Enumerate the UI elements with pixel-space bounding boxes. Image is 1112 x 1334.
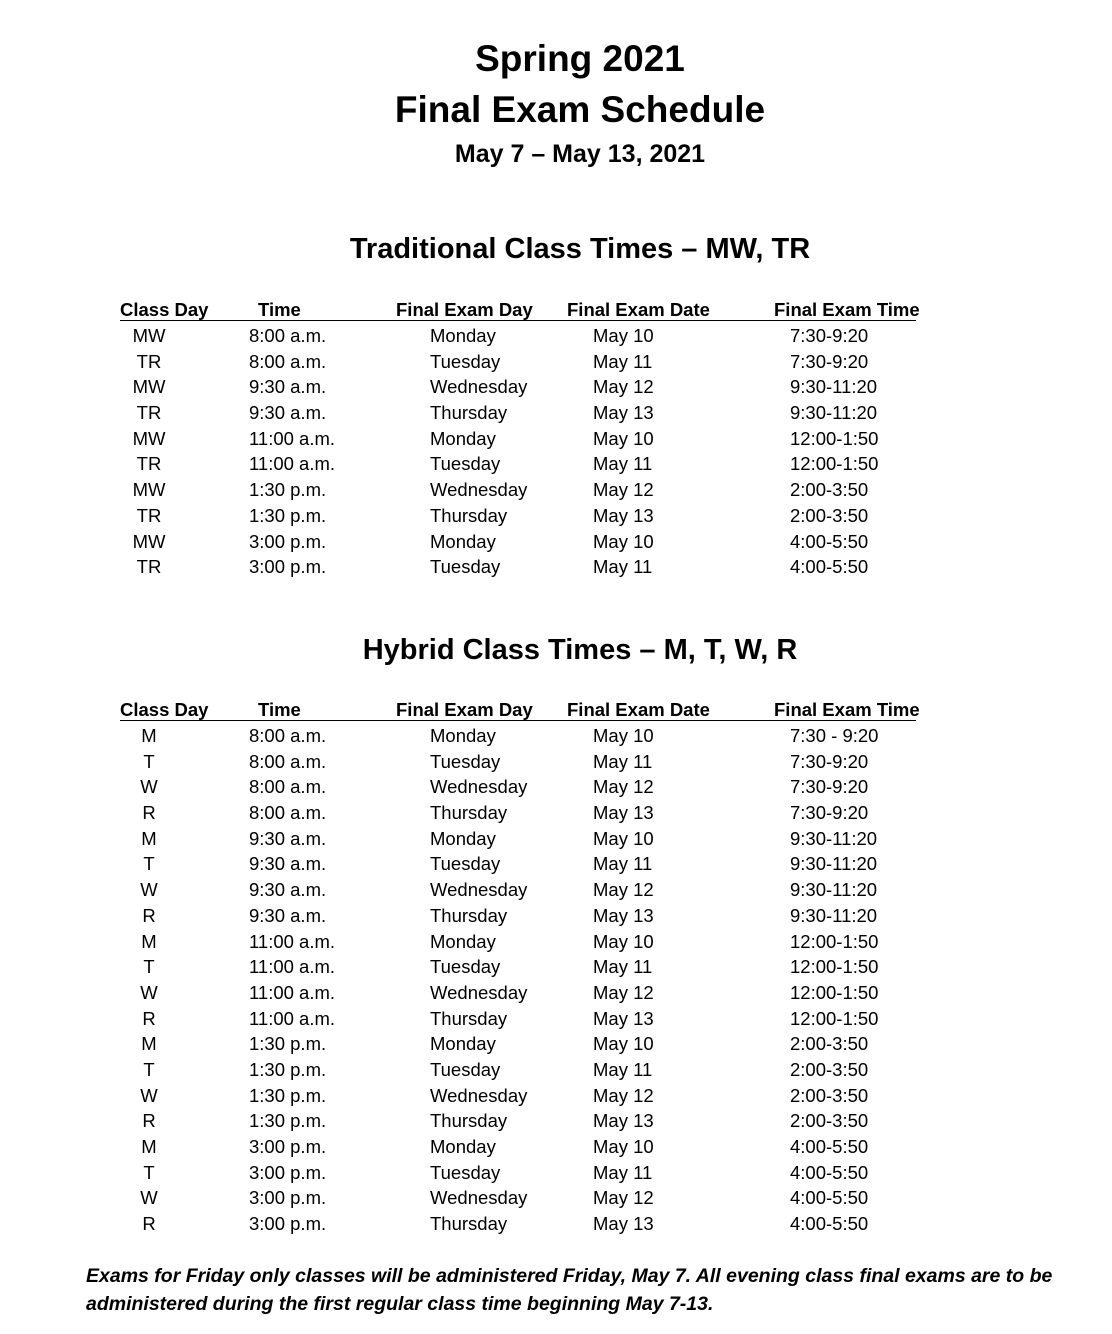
final-exam-time-cell: 9:30-11:20 xyxy=(790,879,878,901)
time-cell: 11:00 a.m. xyxy=(249,981,336,1003)
final-exam-day-cell: Monday xyxy=(430,530,496,552)
final-exam-time-cell: 4:00-5:50 xyxy=(790,556,869,578)
table-row xyxy=(120,747,916,773)
final-exam-time-cell: 4:00-5:50 xyxy=(790,1187,869,1209)
final-exam-date-cell: May 10 xyxy=(593,1136,654,1157)
final-exam-date-cell: May 10 xyxy=(593,325,654,346)
class-day-cell: W xyxy=(140,879,158,901)
column-header-final-exam-time: Final Exam Time xyxy=(774,299,920,320)
final-exam-date-cell: May 13 xyxy=(593,802,654,824)
class-day-cell: W xyxy=(140,1187,158,1209)
final-exam-time-cell: 4:00-5:50 xyxy=(790,1213,869,1235)
table-row xyxy=(120,1106,916,1132)
time-cell: 11:00 a.m. xyxy=(249,930,336,952)
table-row xyxy=(120,321,916,347)
table-row xyxy=(120,1183,916,1209)
class-day-cell: T xyxy=(143,750,155,772)
final-exam-day-cell: Wednesday xyxy=(430,1187,528,1209)
table-row xyxy=(120,824,916,850)
final-exam-date-cell: May 10 xyxy=(593,827,654,849)
class-day-cell: MW xyxy=(132,530,166,552)
final-exam-time-cell: 2:00-3:50 xyxy=(790,504,869,526)
table-row xyxy=(120,875,916,901)
final-exam-day-cell: Wednesday xyxy=(430,776,528,798)
table-row xyxy=(120,1029,916,1055)
final-exam-day-cell: Thursday xyxy=(430,504,508,526)
time-cell: 1:30 p.m. xyxy=(249,504,327,526)
final-exam-time-cell: 7:30-9:20 xyxy=(790,776,869,798)
final-exam-time-cell: 4:00-5:50 xyxy=(790,1136,869,1157)
table-row xyxy=(120,1209,916,1235)
final-exam-time-cell: 12:00-1:50 xyxy=(790,956,879,978)
final-exam-date-cell: May 11 xyxy=(593,453,653,475)
table-row xyxy=(120,1004,916,1030)
column-header-class-day: Class Day xyxy=(120,699,209,720)
table-row xyxy=(120,475,916,501)
time-cell: 8:00 a.m. xyxy=(249,325,327,346)
time-cell: 3:00 p.m. xyxy=(249,1187,327,1209)
class-day-cell: TR xyxy=(136,556,162,578)
column-header-final-exam-day: Final Exam Day xyxy=(396,299,533,320)
class-day-cell: R xyxy=(142,802,156,824)
final-exam-time-cell: 7:30-9:20 xyxy=(790,802,869,824)
time-cell: 3:00 p.m. xyxy=(249,530,327,552)
final-exam-day-cell: Tuesday xyxy=(430,453,501,475)
page-title: Final Exam Schedule xyxy=(394,89,766,130)
final-exam-time-cell: 7:30-9:20 xyxy=(790,750,869,772)
final-exam-time-cell: 7:30 - 9:20 xyxy=(790,725,879,746)
final-exam-date-cell: May 13 xyxy=(593,1007,654,1029)
table-row xyxy=(120,772,916,798)
final-exam-date-cell: May 12 xyxy=(593,376,654,398)
final-exam-time-cell: 12:00-1:50 xyxy=(790,453,879,475)
final-exam-day-cell: Tuesday xyxy=(430,556,501,578)
column-header-final-exam-day: Final Exam Day xyxy=(396,699,533,720)
final-exam-time-cell: 9:30-11:20 xyxy=(790,853,878,875)
table-row xyxy=(120,849,916,875)
hybrid-section-title: Hybrid Class Times – M, T, W, R xyxy=(362,634,798,666)
table-row xyxy=(120,798,916,824)
final-exam-day-cell: Thursday xyxy=(430,1007,508,1029)
column-header-final-exam-time: Final Exam Time xyxy=(774,699,920,720)
table-row xyxy=(120,952,916,978)
column-header-final-exam-date: Final Exam Date xyxy=(567,699,710,720)
final-exam-day-cell: Tuesday xyxy=(430,1161,501,1183)
final-exam-date-cell: May 11 xyxy=(593,956,653,978)
class-day-cell: T xyxy=(143,1161,155,1183)
final-exam-day-cell: Thursday xyxy=(430,1213,508,1235)
class-day-cell: TR xyxy=(136,504,162,526)
time-cell: 8:00 a.m. xyxy=(249,802,327,824)
table-row xyxy=(120,901,916,927)
final-exam-date-cell: May 11 xyxy=(593,556,653,578)
final-exam-time-cell: 2:00-3:50 xyxy=(790,1033,869,1055)
table-row xyxy=(120,1055,916,1081)
final-exam-day-cell: Wednesday xyxy=(430,376,528,398)
column-header-class-day: Class Day xyxy=(120,299,209,320)
hybrid-schedule-table xyxy=(120,699,920,1235)
table-row xyxy=(120,424,916,450)
final-exam-time-cell: 9:30-11:20 xyxy=(790,904,878,926)
time-cell: 1:30 p.m. xyxy=(249,1084,327,1106)
final-exam-time-cell: 12:00-1:50 xyxy=(790,930,879,952)
table-row xyxy=(120,372,916,398)
final-exam-day-cell: Wednesday xyxy=(430,1084,528,1106)
table-row xyxy=(120,1081,916,1107)
table-row xyxy=(120,347,916,373)
final-exam-day-cell: Thursday xyxy=(430,1110,508,1132)
final-exam-day-cell: Thursday xyxy=(430,402,508,424)
final-exam-day-cell: Monday xyxy=(430,427,496,449)
table-row xyxy=(120,527,916,553)
final-exam-time-cell: 2:00-3:50 xyxy=(790,1084,869,1106)
time-cell: 3:00 p.m. xyxy=(249,1136,327,1157)
table-row xyxy=(120,1158,916,1184)
final-exam-time-cell: 12:00-1:50 xyxy=(790,1007,879,1029)
class-day-cell: MW xyxy=(132,325,166,346)
final-exam-day-cell: Wednesday xyxy=(430,479,528,501)
final-exam-day-cell: Tuesday xyxy=(430,350,501,372)
final-exam-day-cell: Monday xyxy=(430,1033,496,1055)
time-cell: 9:30 a.m. xyxy=(249,853,327,875)
table-row xyxy=(120,978,916,1004)
time-cell: 3:00 p.m. xyxy=(249,556,327,578)
final-exam-day-cell: Tuesday xyxy=(430,853,501,875)
final-exam-day-cell: Wednesday xyxy=(430,981,528,1003)
final-exam-date-cell: May 12 xyxy=(593,776,654,798)
final-exam-date-cell: May 13 xyxy=(593,504,654,526)
column-header-final-exam-date: Final Exam Date xyxy=(567,299,710,320)
time-cell: 9:30 a.m. xyxy=(249,827,327,849)
final-exam-date-cell: May 13 xyxy=(593,402,654,424)
table-row xyxy=(120,1132,916,1158)
column-header-time: Time xyxy=(258,299,301,320)
final-exam-day-cell: Tuesday xyxy=(430,1058,501,1080)
time-cell: 8:00 a.m. xyxy=(249,776,327,798)
class-day-cell: W xyxy=(140,776,158,798)
column-header-time: Time xyxy=(258,699,301,720)
final-exam-day-cell: Tuesday xyxy=(430,956,501,978)
page-title-term: Spring 2021 xyxy=(475,38,685,79)
class-day-cell: M xyxy=(141,725,157,746)
final-exam-day-cell: Monday xyxy=(430,1136,496,1157)
final-exam-day-cell: Wednesday xyxy=(430,879,528,901)
traditional-section-title: Traditional Class Times – MW, TR xyxy=(349,233,811,265)
final-exam-time-cell: 7:30-9:20 xyxy=(790,325,869,346)
class-day-cell: R xyxy=(142,904,156,926)
class-day-cell: TR xyxy=(136,350,162,372)
time-cell: 11:00 a.m. xyxy=(249,956,336,978)
final-exam-time-cell: 12:00-1:50 xyxy=(790,981,879,1003)
final-exam-time-cell: 2:00-3:50 xyxy=(790,1058,869,1080)
final-exam-time-cell: 2:00-3:50 xyxy=(790,1110,869,1132)
time-cell: 9:30 a.m. xyxy=(249,376,327,398)
final-exam-date-cell: May 11 xyxy=(593,1161,653,1183)
time-cell: 8:00 a.m. xyxy=(249,350,327,372)
class-day-cell: TR xyxy=(136,402,162,424)
class-day-cell: T xyxy=(143,853,155,875)
time-cell: 3:00 p.m. xyxy=(249,1161,327,1183)
time-cell: 8:00 a.m. xyxy=(249,725,327,746)
table-row xyxy=(120,501,916,527)
table-row xyxy=(120,721,916,747)
class-day-cell: M xyxy=(141,1033,157,1055)
time-cell: 9:30 a.m. xyxy=(249,879,327,901)
final-exam-time-cell: 2:00-3:50 xyxy=(790,479,869,501)
class-day-cell: T xyxy=(143,1058,155,1080)
final-exam-date-cell: May 12 xyxy=(593,1187,654,1209)
final-exam-date-cell: May 13 xyxy=(593,1110,654,1132)
class-day-cell: MW xyxy=(132,479,166,501)
final-exam-date-cell: May 12 xyxy=(593,479,654,501)
time-cell: 9:30 a.m. xyxy=(249,402,327,424)
final-exam-date-cell: May 11 xyxy=(593,853,653,875)
table-row xyxy=(120,927,916,953)
final-exam-day-cell: Thursday xyxy=(430,904,508,926)
final-exam-time-cell: 7:30-9:20 xyxy=(790,350,869,372)
table-row xyxy=(120,552,916,578)
final-exam-day-cell: Thursday xyxy=(430,802,508,824)
final-exam-date-cell: May 10 xyxy=(593,530,654,552)
time-cell: 11:00 a.m. xyxy=(249,453,336,475)
final-exam-time-cell: 9:30-11:20 xyxy=(790,402,878,424)
final-exam-date-cell: May 12 xyxy=(593,1084,654,1106)
final-exam-date-cell: May 13 xyxy=(593,904,654,926)
final-exam-day-cell: Monday xyxy=(430,325,496,346)
final-exam-day-cell: Monday xyxy=(430,725,496,746)
footer-note: Exams for Friday only classes will be administered Friday, May 7. All evening class final exams are to be administered during the first regular class time beginning May 7-13. xyxy=(86,1265,1053,1315)
class-day-cell: MW xyxy=(132,427,166,449)
final-exam-day-cell: Monday xyxy=(430,930,496,952)
time-cell: 9:30 a.m. xyxy=(249,904,327,926)
time-cell: 11:00 a.m. xyxy=(249,1007,336,1029)
class-day-cell: W xyxy=(140,981,158,1003)
time-cell: 1:30 p.m. xyxy=(249,479,327,501)
final-exam-time-cell: 12:00-1:50 xyxy=(790,427,879,449)
final-exam-day-cell: Monday xyxy=(430,827,496,849)
table-header xyxy=(120,699,920,721)
final-exam-time-cell: 4:00-5:50 xyxy=(790,530,869,552)
date-range: May 7 – May 13, 2021 xyxy=(454,140,706,168)
final-exam-date-cell: May 10 xyxy=(593,427,654,449)
class-day-cell: T xyxy=(143,956,155,978)
table-body xyxy=(120,721,916,1235)
traditional-schedule-table xyxy=(120,299,920,578)
class-day-cell: M xyxy=(141,1136,157,1157)
final-exam-time-cell: 4:00-5:50 xyxy=(790,1161,869,1183)
class-day-cell: R xyxy=(142,1213,156,1235)
final-exam-date-cell: May 11 xyxy=(593,1058,653,1080)
table-row xyxy=(120,398,916,424)
time-cell: 3:00 p.m. xyxy=(249,1213,327,1235)
class-day-cell: W xyxy=(140,1084,158,1106)
time-cell: 8:00 a.m. xyxy=(249,750,327,772)
time-cell: 1:30 p.m. xyxy=(249,1110,327,1132)
table-row xyxy=(120,449,916,475)
final-exam-date-cell: May 13 xyxy=(593,1213,654,1235)
final-exam-date-cell: May 11 xyxy=(593,350,653,372)
final-exam-date-cell: May 11 xyxy=(593,750,653,772)
final-exam-day-cell: Tuesday xyxy=(430,750,501,772)
class-day-cell: MW xyxy=(132,376,166,398)
time-cell: 1:30 p.m. xyxy=(249,1033,327,1055)
final-exam-date-cell: May 12 xyxy=(593,879,654,901)
final-exam-time-cell: 9:30-11:20 xyxy=(790,376,878,398)
table-body xyxy=(120,321,916,578)
time-cell: 11:00 a.m. xyxy=(249,427,336,449)
class-day-cell: TR xyxy=(136,453,162,475)
class-day-cell: R xyxy=(142,1110,156,1132)
class-day-cell: M xyxy=(141,827,157,849)
final-exam-date-cell: May 10 xyxy=(593,930,654,952)
final-exam-time-cell: 9:30-11:20 xyxy=(790,827,878,849)
class-day-cell: M xyxy=(141,930,157,952)
final-exam-date-cell: May 10 xyxy=(593,1033,654,1055)
final-exam-date-cell: May 12 xyxy=(593,981,654,1003)
final-exam-date-cell: May 10 xyxy=(593,725,654,746)
table-header xyxy=(120,299,920,321)
class-day-cell: R xyxy=(142,1007,156,1029)
time-cell: 1:30 p.m. xyxy=(249,1058,327,1080)
